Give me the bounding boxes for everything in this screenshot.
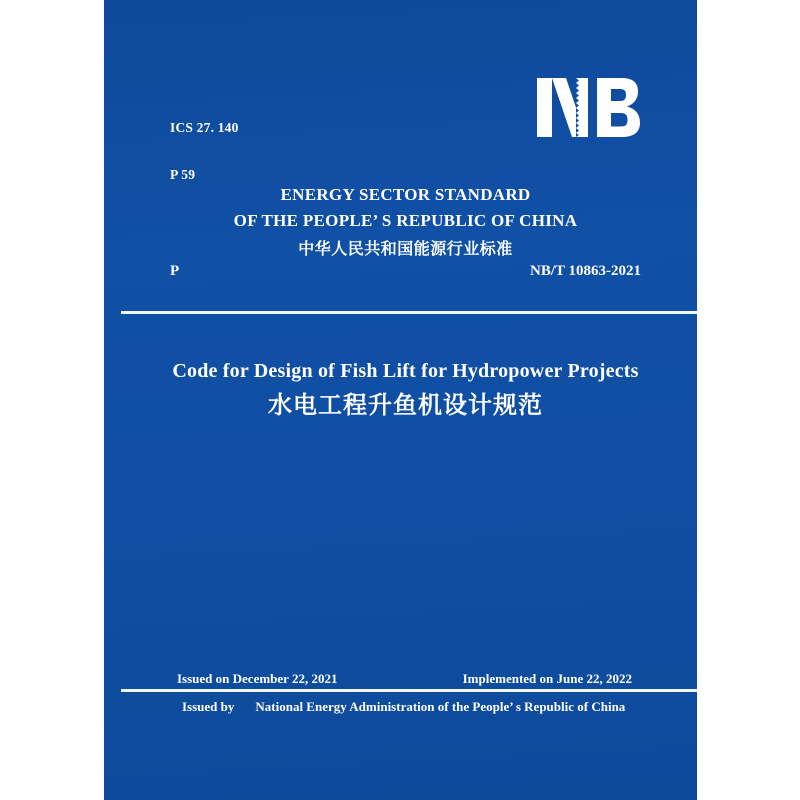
standard-number: NB/T 10863-2021 (530, 263, 641, 279)
header-line2: OF THE PEOPLE’ S REPUBLIC OF CHINA (233, 211, 578, 230)
nb-logo-icon (537, 78, 640, 137)
doc-class-letter: P (170, 263, 180, 279)
document-code-row (170, 262, 641, 280)
ics-code: ICS 27. 140 (170, 120, 239, 135)
dates-row (177, 671, 632, 687)
cover-sheet (104, 0, 697, 800)
issued-by-value: National Energy Administration of the People’ s Republic of China (255, 699, 626, 714)
header-line3-chinese: 中华人民共和国能源行业标准 (298, 241, 513, 258)
issued-by-label: Issued by (182, 699, 235, 714)
issued-by-row (182, 699, 677, 715)
implemented-on-date: Implemented on June 22, 2022 (462, 671, 632, 686)
title-chinese: 水电工程升鱼机设计规范 (268, 392, 543, 419)
header-divider-line (121, 311, 697, 314)
issued-on-date: Issued on December 22, 2021 (177, 671, 338, 686)
standard-header-block (170, 182, 641, 260)
title-english: Code for Design of Fish Lift for Hydropower Projects (172, 360, 639, 382)
footer-divider-line (121, 689, 697, 692)
header-line1: ENERGY SECTOR STANDARD (280, 185, 531, 204)
china-class-code: P 59 (170, 166, 196, 182)
nb-logo (537, 78, 640, 137)
